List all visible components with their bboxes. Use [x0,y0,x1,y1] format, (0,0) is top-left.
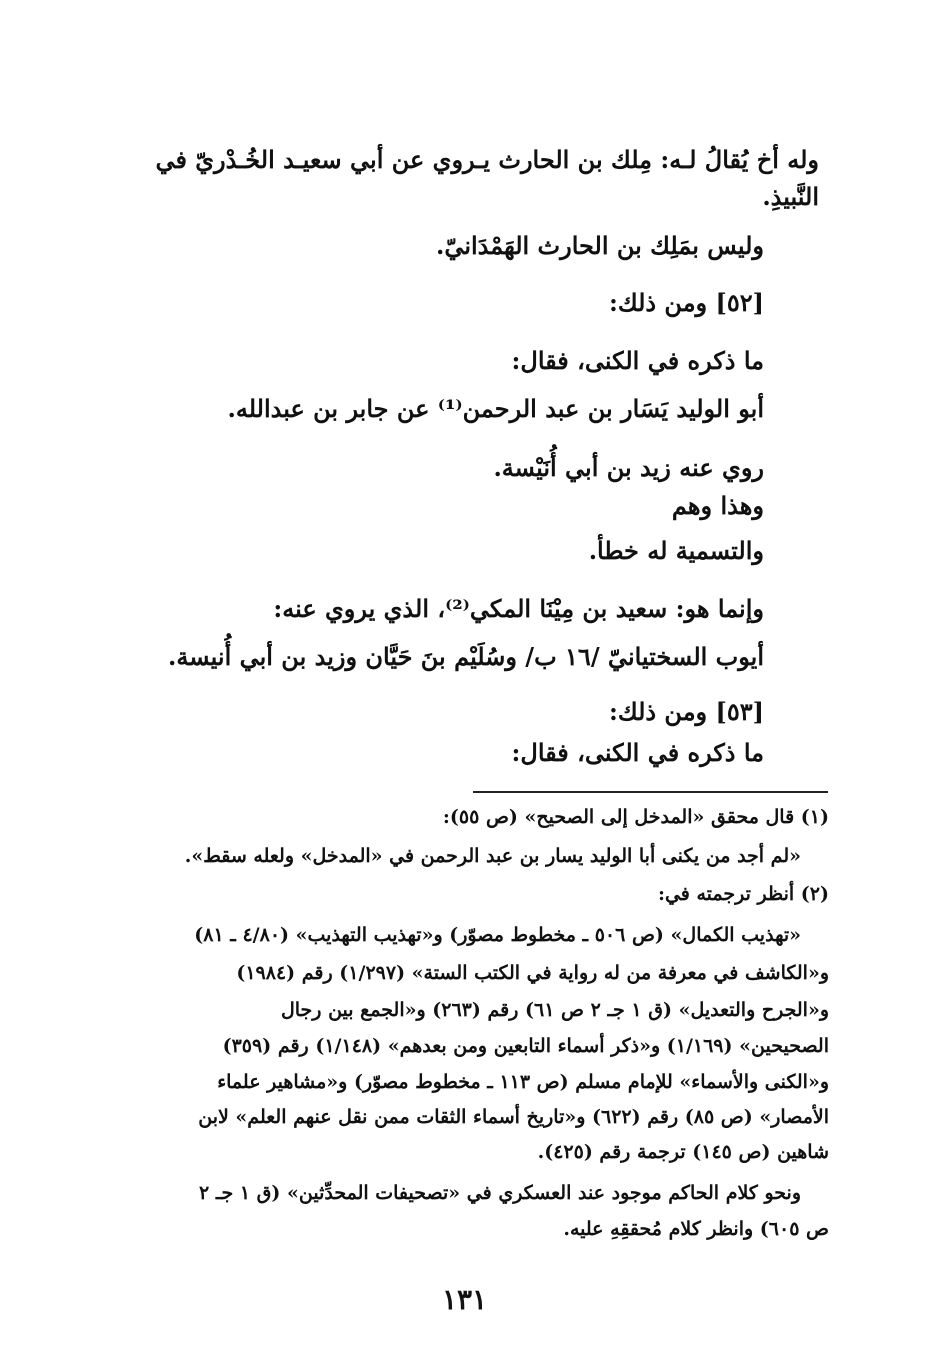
page-number: ١٣١ [441,1283,488,1316]
main-line-13: ما ذكره في الكنى، فقال: [511,738,764,767]
section-heading-52: [٥٢] ومن ذلك: [608,288,764,317]
main-line-11: أيوب السختيانيّ /١٦ ب/ وسُلَيْم بنَ حَيَّان وزيد بن أبي أُنيسة. [168,642,764,671]
footnote-2-line-7: الأمصار» (ص ٨٥) رقم (٦٢٢) و«تاريخ أسماء الثقات ممن نقل عنهم العلم» لابن [198,1106,829,1128]
footnote-2-line-5: الصحيحين» (١/١٦٩) و«ذكر أسماء التابعين ومن بعدهم» (١/١٤٨) رقم (٣٥٩) [222,1035,829,1057]
footnote-2-line-1: (٢) أنظر ترجمته في: [657,883,829,905]
main-line-7: روي عنه زيد بن أبي أُنَيْسة. [493,453,764,482]
footnote-1-line-1: (١) قال محقق «المدخل إلى الصحيح» (ص ٥٥): [442,806,829,828]
main-line-3: وليس بمَلِك بن الحارث الهَمْدَانيّ. [435,231,764,260]
footnote-2-line-6: و«الكنى والأسماء» للإمام مسلم (ص ١١٣ ـ مخطوط مصوّر) و«مشاهير علماء [217,1071,829,1093]
footnote-note-line-1: ونحو كلام الحاكم موجود عند العسكري في «تصحيفات المحدِّثين» (ق ١ جـ ٢ [199,1182,801,1204]
main-line-9: والتسمية له خطأ. [588,536,764,565]
main-line-8: وهذا وهم [671,491,764,520]
main-line-5: ما ذكره في الكنى، فقال: [511,346,764,375]
footnote-separator [473,791,828,793]
footnote-1-line-2: «لم أجد من يكنى أبا الوليد يسار بن عبد الرحمن في «المدخل» ولعله سقط». [184,845,801,867]
main-line-10: وإنما هو: سعيد بن مِيْنَا المكي⁽²⁾، الذي يروي عنه: [273,594,764,623]
footnote-2-line-4: و«الجرح والتعديل» (ق ١ جـ ٢ ص ٦١) رقم (٢٦٣) و«الجمع بين رجال [280,999,829,1021]
main-line-1: وله أخ يُقالُ لـه: مِلك بن الحارث يـروي عن أبي سعيـد الخُـدْريّ في [155,145,819,174]
footnote-2-line-8: شاهين (ص ١٤٥) ترجمة رقم (٤٢٥). [537,1141,829,1163]
footnote-2-line-2: «تهذيب الكمال» (ص ٥٠٦ ـ مخطوط مصوّر) و«تهذيب التهذيب» (٤/٨٠ ـ ٨١) [194,924,801,946]
main-line-2: النَّبيذِ. [762,182,819,211]
footnote-2-line-3: و«الكاشف في معرفة من له رواية في الكتب الستة» (١/٢٩٧) رقم (١٩٨٤) [236,962,829,984]
main-line-6: أبو الوليد يَسَار بن عبد الرحمن⁽¹⁾ عن جابر بن عبدالله. [227,394,764,423]
section-heading-53: [٥٣] ومن ذلك: [608,697,764,726]
footnote-note-line-2: ص ٦٠٥) وانظر كلام مُحققِهِ عليه. [563,1218,829,1240]
